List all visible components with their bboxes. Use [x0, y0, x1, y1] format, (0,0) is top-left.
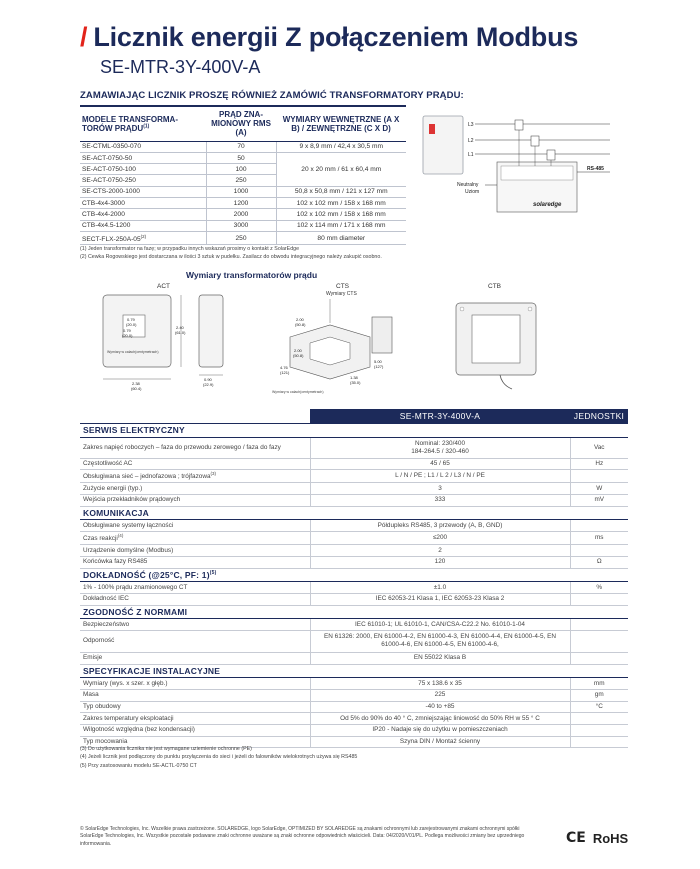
svg-text:(61.0): (61.0): [175, 330, 186, 335]
table-row: SE-CTS-2000-1000 1000 50,8 x 50,8 mm / 121 x 127 mm: [80, 186, 406, 197]
table-row: Urządzenie domyślne (Modbus) 2: [80, 545, 628, 557]
table-row: Zakres temperatury eksploatacji Od 5% do 90% do 40 ° C, zmniejszając liniowość do 50% RH w 55 ° C: [80, 713, 628, 725]
neutral-label: Neutralny: [457, 182, 479, 188]
svg-text:(60.4): (60.4): [131, 386, 142, 391]
ct-clamp-icon: [531, 136, 539, 146]
certification-marks: [566, 830, 628, 846]
rohs-mark-icon: RoHS: [592, 830, 629, 846]
ct-col-current: PRĄD ZNA-MIONOWY RMS (A): [206, 106, 276, 141]
ct-notes: (1) Jeden transformator na fazę; w przypadku innych wskazań prosimy o kontakt z SolarEdge (2) Cewka Rogowskiego jest dostarczana w ilości 3 sztuk w pudełku. Zasilacz do obwodu integracyjnego należy zakupić osobno.: [80, 246, 382, 261]
inverter-led-icon: [429, 124, 435, 134]
svg-text:1.38: 1.38: [350, 375, 358, 380]
footer-legal: © SolarEdge Technologies, Inc. Wszelkie prawa zastrzeżone. SOLAREDGE, logo SolarEdge, OPTIMIZED BY SOLAREDGE są znakami ochronnymi lub zarejestrowanymi znakami ochronnymi spółki SolarEdge Technologies, Inc. Wszystkie pozostałe podawane znaki ochronne uważane są znaki ochronne odpowiednich właścicieli. Data: 04/2020/V01/PL. Podlega możliwości zmiany bez uprzedniego informowania.: [80, 826, 525, 847]
section-compliance: ZGODNOŚĆ Z NORMAMI: [80, 605, 628, 619]
line-label-l2: L2: [468, 138, 474, 144]
svg-text:(22.9): (22.9): [203, 382, 214, 387]
table-row: Zakres napięć roboczych – faza do przewodu zerowego / faza do fazy Nominal: 230/400 184-264.5 / 320-460 Vac: [80, 437, 628, 458]
svg-text:(35.0): (35.0): [350, 380, 361, 385]
cts-sublabel: Wymiary CTS: [326, 291, 357, 297]
svg-text:0.79: 0.79: [127, 317, 135, 322]
line-label-l3: L3: [468, 122, 474, 128]
spec-table: [80, 409, 628, 748]
act-outline: [95, 289, 225, 399]
svg-text:Wymiary w calach(centymetrach): Wymiary w calach(centymetrach): [272, 390, 324, 394]
table-row: Czas reakcji$^{(4)}$ ≤200 ms: [80, 532, 628, 545]
ct-clamp-icon: [547, 150, 555, 160]
table-row: Masa 225 gm: [80, 689, 628, 701]
table-row: SECT-FLX-250A-05$^{(2)}$ 250 80 mm diameter: [80, 231, 406, 244]
spec-col-model: SE-MTR-3Y-400V-A: [310, 409, 570, 424]
svg-text:Wymiary w calach(centymetrach): Wymiary w calach(centymetrach): [107, 350, 159, 354]
svg-text:(20.0): (20.0): [122, 333, 133, 338]
section-electrical: SERWIS ELEKTRYCZNY: [80, 424, 628, 438]
table-row: Obsługiwane systemy łączności Półdupleks RS485, 3 przewody (A, B, GND): [80, 520, 628, 532]
table-row: SE-ACT-0750-100 100: [80, 164, 406, 175]
svg-text:2.00: 2.00: [294, 348, 302, 353]
table-row: Odporność EN 61326: 2000, EN 61000-4-2, EN 61000-4-3, EN 61000-4-4, EN 61000-4-5, EN 61000-4-6, EN 61000-4-5, EN 61000-4-6,: [80, 630, 628, 652]
ctb-drawing: [440, 283, 550, 395]
table-row: SE-CTML-0350-070 70 9 x 8,9 mm / 42,4 x 30,5 mm: [80, 141, 406, 152]
ce-mark-icon: CE: [566, 830, 586, 846]
table-row: Częstotliwość AC 45 / 65 Hz: [80, 458, 628, 470]
spec-col-label: [80, 409, 310, 424]
ctb-outline: [440, 295, 550, 395]
svg-text:2.40: 2.40: [176, 325, 184, 330]
svg-text:(50.8): (50.8): [293, 353, 304, 358]
table-row: Bezpieczeństwo IEC 61010-1; UL 61010-1, CAN/CSA-C22.2 No. 61010-1-04: [80, 619, 628, 631]
svg-text:(127): (127): [374, 364, 384, 369]
svg-text:2.00: 2.00: [296, 317, 304, 322]
ct-order-heading: ZAMAWIAJĄC LICZNIK PROSZĘ RÓWNIEŻ ZAMÓWIĆ TRANSFORMATORY PRĄDU:: [80, 90, 464, 101]
spec-col-units: JEDNOSTKI: [570, 409, 628, 424]
spec-notes: (3) Do użytkowania licznika nie jest wymagane uziemienie ochronne (PE) (4) Jeżeli licznik jest podłączony do punktu przyłączenia do sieci i jeżeli do falowników wielokrotnych używa się RS485 (5) Przy zastosowaniu modelu SE-ACTL-0750 CT: [80, 746, 358, 769]
table-row: CTB-4x4-3000 1200 102 x 102 mm / 158 x 168 mm: [80, 198, 406, 209]
table-row: Typ obudowy -40 to +85 °C: [80, 701, 628, 713]
svg-text:2.38: 2.38: [132, 381, 140, 386]
line-label-l1: L1: [468, 152, 474, 158]
section-communication: KOMUNIKACJA: [80, 506, 628, 520]
cts-outline: [270, 297, 400, 397]
cts-label: CTS: [336, 283, 349, 290]
svg-text:0.79: 0.79: [123, 328, 131, 333]
table-row: Emisje EN 55022 Klasa B: [80, 652, 628, 664]
model-subtitle: SE-MTR-3Y-400V-A: [100, 57, 261, 77]
wiring-diagram: [415, 110, 620, 220]
ct-order-table: [80, 105, 406, 245]
section-accuracy: DOKŁADNOŚĆ (@25°C, PF: 1)$^{(5)}$: [80, 568, 628, 582]
act-label: ACT: [157, 283, 170, 290]
title-text: Licznik energii Z połączeniem Modbus: [93, 22, 579, 52]
act-drawing: [95, 283, 225, 393]
svg-text:5.00: 5.00: [374, 359, 382, 364]
table-row: Wymiary (wys. x szer. x głęb.) 75 x 138.6 x 35 mm: [80, 678, 628, 690]
section-installation: SPECYFIKACJE INSTALACYJNE: [80, 664, 628, 678]
header: [80, 22, 578, 78]
svg-text:(121): (121): [280, 370, 290, 375]
svg-text:4.76: 4.76: [280, 365, 288, 370]
table-row: SE-ACT-0750-50 50 20 x 20 mm / 61 x 60,4 mm: [80, 152, 406, 163]
svg-text:(50.8): (50.8): [295, 322, 306, 327]
ground-label: Uziom: [465, 189, 480, 195]
ct-clamp-icon: [515, 120, 523, 130]
title-slash: /: [80, 22, 88, 52]
table-row: Obsługiwana sieć – jednofazowa ; trójfazowa$^{(3)}$ L / N / PE ; L1 / L 2 / L3 / N / PE: [80, 470, 628, 483]
table-row: Wilgotność względna (bez kondensacji) IP20 - Nadaje się do użytku w pomieszczeniach: [80, 725, 628, 737]
table-row: SE-ACT-0750-250 250: [80, 175, 406, 186]
ct-col-model: MODELE TRANSFORMA-TORÓW PRĄDU$^{(1)}$: [80, 106, 206, 141]
cts-drawing: [270, 283, 400, 395]
table-row: Typ mocowania Szyna DIN / Montaż ścienny: [80, 736, 628, 748]
table-row: Końcówka fazy RS485 120 Ω: [80, 556, 628, 568]
svg-text:(20.0): (20.0): [126, 322, 137, 327]
dimensions-title: Wymiary transformatorów prądu: [186, 270, 318, 280]
ct-col-dims: WYMIARY WEWNĘTRZNE (A X B) / ZEWNĘTRZNE (C X D): [276, 106, 406, 141]
table-row: CTB-4x4.5-1200 3000 102 x 114 mm / 171 x 168 mm: [80, 220, 406, 231]
table-row: Dokładność IEC IEC 62053-21 Klasa 1, IEC 62053-23 Klasa 2: [80, 593, 628, 605]
meter-brand: solaredge: [533, 202, 562, 208]
table-row: Wejścia przekładników prądowych 333 mV: [80, 495, 628, 507]
table-row: CTB-4x4-2000 2000 102 x 102 mm / 158 x 168 mm: [80, 209, 406, 220]
page-title: [80, 22, 578, 53]
ctb-label: CTB: [488, 283, 501, 290]
svg-text:0.90: 0.90: [204, 377, 212, 382]
rs485-label: RS-485: [587, 166, 604, 172]
table-row: 1% - 100% prądu znamionowego CT ±1.0 %: [80, 582, 628, 594]
table-row: Zużycie energii (typ.) 3 W: [80, 483, 628, 495]
